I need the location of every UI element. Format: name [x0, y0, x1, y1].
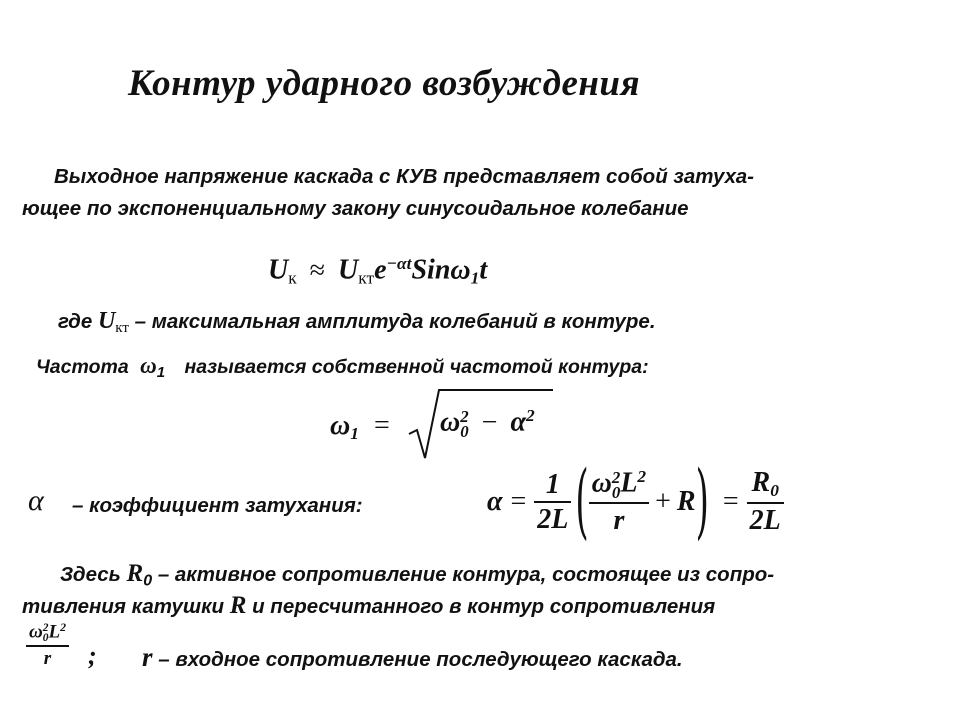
formula-operator: −	[481, 406, 498, 438]
formula-superscript: 2	[460, 407, 469, 427]
formula-superscript: 2	[637, 467, 647, 487]
fraction	[26, 622, 69, 669]
alpha-symbol: α	[28, 484, 44, 517]
paragraph-text: тивления катушки	[22, 595, 224, 618]
definition-prefix: Частота	[36, 356, 129, 378]
formula-subscript: 1	[470, 268, 480, 288]
definition-line	[142, 642, 683, 673]
paragraph-prefix: Здесь	[60, 563, 121, 586]
fraction-denominator: 2L	[537, 504, 569, 535]
formula-voltage	[268, 254, 487, 288]
formula-symbol: t	[479, 254, 488, 286]
formula-operator: =	[510, 486, 527, 517]
formula-symbol: R	[229, 592, 247, 619]
left-paren: (	[575, 454, 589, 550]
definition-text: – входное сопротивление последующего каскада.	[158, 648, 683, 671]
formula-subscript: 0	[42, 632, 49, 645]
fraction-denominator: r	[613, 505, 625, 537]
formula-symbol: r	[142, 642, 153, 672]
fraction	[589, 468, 649, 536]
formula-symbol: R	[676, 486, 696, 517]
definition-prefix: где	[58, 310, 93, 333]
formula-superscript: 2	[42, 621, 49, 634]
page-title: Контур ударного возбуждения	[128, 63, 641, 104]
formula-symbol: L	[48, 621, 61, 643]
formula-symbol: ω	[29, 621, 43, 643]
formula-operator: +	[655, 486, 671, 517]
paragraph-line: Выходное напряжение каскада с КУВ представляет собой затуха-	[54, 165, 755, 188]
formula-symbol: L	[620, 467, 638, 499]
formula-omega	[330, 410, 398, 444]
paragraph-text: – активное сопротивление контура, состоящее из сопро-	[157, 563, 775, 586]
fraction-numerator: 1	[534, 470, 571, 503]
formula-symbol: α	[510, 406, 526, 438]
formula-subscript: к	[288, 268, 297, 288]
formula-subscript: 0	[611, 483, 621, 503]
formula-symbol: ω	[330, 410, 351, 441]
fraction-small	[26, 622, 69, 669]
definition-line	[58, 308, 656, 337]
fraction	[747, 468, 784, 535]
formula-symbol: e	[374, 254, 387, 286]
fraction-denominator: r	[43, 648, 52, 670]
paragraph-text: и пересчитанного в контур сопротивления	[252, 595, 716, 618]
formula-operator: =	[373, 410, 390, 441]
formula-symbol: ω	[591, 467, 612, 499]
fraction	[534, 470, 571, 535]
definition-text: – коэффициент затухания:	[72, 494, 363, 517]
formula-subscript: 0	[143, 572, 153, 590]
formula-operator: =	[722, 486, 739, 517]
formula-superscript: 2	[60, 621, 66, 634]
formula-subscript: кт	[115, 320, 129, 337]
formula-superscript: 2	[525, 406, 535, 425]
paragraph-line: ющее по экспоненциальному закону синусоидальное колебание	[22, 197, 689, 220]
definition-line	[36, 353, 649, 381]
formula-exponent: −αt	[386, 254, 412, 273]
formula-symbol: U	[268, 254, 289, 286]
formula-subscript: 0	[460, 422, 469, 442]
formula-subscript: 0	[770, 481, 779, 501]
formula-symbol: ω	[440, 406, 461, 438]
formula-symbol: ω	[140, 353, 157, 378]
formula-alpha	[487, 454, 784, 550]
fraction-denominator: 2L	[749, 505, 781, 537]
formula-superscript: 2	[611, 468, 621, 488]
right-paren: )	[695, 454, 709, 550]
definition-text: называется собственной частотой контура:	[184, 356, 649, 378]
formula-symbol: U	[97, 308, 116, 334]
formula-symbol: α	[487, 486, 503, 517]
formula-subscript: 1	[156, 364, 166, 382]
formula-symbol: R	[751, 467, 771, 499]
semicolon: ;	[88, 641, 97, 670]
paragraph-line	[22, 592, 715, 620]
paragraph-line	[60, 560, 774, 590]
formula-operator: ≈	[309, 254, 326, 286]
formula-radicand	[440, 406, 535, 442]
formula-subscript: кт	[358, 268, 375, 288]
formula-symbol: Sinω	[411, 254, 471, 286]
formula-subscript: 1	[350, 423, 359, 443]
formula-symbol: R	[126, 560, 144, 587]
definition-text: – максимальная амплитуда колебаний в контуре.	[134, 310, 656, 333]
formula-symbol: U	[338, 254, 359, 286]
